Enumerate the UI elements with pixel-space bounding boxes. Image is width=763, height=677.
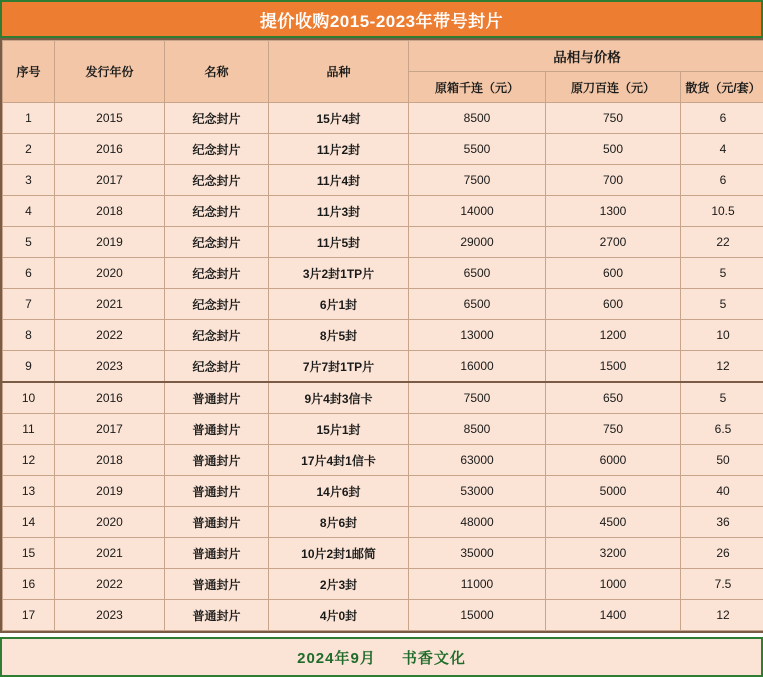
cell-kind: 15片4封	[269, 103, 409, 134]
cell-year: 2022	[55, 569, 165, 600]
cell-name: 普通封片	[165, 476, 269, 507]
cell-index: 2	[3, 134, 55, 165]
cell-index: 3	[3, 165, 55, 196]
cell-index: 5	[3, 227, 55, 258]
cell-year: 2016	[55, 134, 165, 165]
table-row	[3, 382, 763, 414]
cell-index: 8	[3, 320, 55, 351]
cell-year: 2023	[55, 351, 165, 383]
cell-year: 2021	[55, 289, 165, 320]
cell-index: 7	[3, 289, 55, 320]
cell-name: 纪念封片	[165, 103, 269, 134]
header-name: 名称	[165, 41, 269, 103]
cell-index: 9	[3, 351, 55, 383]
table-row	[3, 165, 763, 196]
cell-kind: 4片0封	[269, 600, 409, 631]
cell-kind: 10片2封1邮简	[269, 538, 409, 569]
cell-index: 15	[3, 538, 55, 569]
cell-year: 2016	[55, 382, 165, 414]
cell-index: 13	[3, 476, 55, 507]
cell-kind: 11片4封	[269, 165, 409, 196]
table-row	[3, 600, 763, 631]
cell-kind: 11片5封	[269, 227, 409, 258]
cell-knife-price: 4500	[546, 507, 681, 538]
cell-bulk-price: 5	[681, 382, 763, 414]
cell-knife-price: 700	[546, 165, 681, 196]
table-row	[3, 538, 763, 569]
cell-kind: 9片4封3信卡	[269, 382, 409, 414]
cell-knife-price: 2700	[546, 227, 681, 258]
cell-knife-price: 1000	[546, 569, 681, 600]
cell-index: 16	[3, 569, 55, 600]
cell-year: 2019	[55, 227, 165, 258]
table-body	[3, 103, 763, 631]
table-row	[3, 289, 763, 320]
cell-bulk-price: 10	[681, 320, 763, 351]
cell-name: 纪念封片	[165, 165, 269, 196]
table-row	[3, 351, 763, 383]
cell-box-price: 5500	[409, 134, 546, 165]
cell-box-price: 29000	[409, 227, 546, 258]
cell-name: 纪念封片	[165, 196, 269, 227]
cell-name: 普通封片	[165, 600, 269, 631]
document-title-bar	[0, 0, 763, 38]
cell-bulk-price: 12	[681, 351, 763, 383]
cell-name: 纪念封片	[165, 351, 269, 383]
cell-name: 纪念封片	[165, 320, 269, 351]
cell-box-price: 8500	[409, 414, 546, 445]
table-row	[3, 258, 763, 289]
cell-name: 普通封片	[165, 507, 269, 538]
cell-box-price: 16000	[409, 351, 546, 383]
document-footer-bar	[0, 637, 763, 677]
cell-kind: 8片5封	[269, 320, 409, 351]
cell-year: 2022	[55, 320, 165, 351]
cell-name: 纪念封片	[165, 134, 269, 165]
cell-kind: 3片2封1TP片	[269, 258, 409, 289]
cell-bulk-price: 40	[681, 476, 763, 507]
table-row	[3, 414, 763, 445]
price-table-wrapper	[0, 38, 763, 633]
cell-name: 纪念封片	[165, 289, 269, 320]
page-title: 提价收购2015-2023年带号封片	[260, 7, 503, 32]
cell-kind: 11片2封	[269, 134, 409, 165]
cell-box-price: 8500	[409, 103, 546, 134]
cell-box-price: 11000	[409, 569, 546, 600]
cell-box-price: 7500	[409, 165, 546, 196]
header-index: 序号	[3, 41, 55, 103]
table-row	[3, 227, 763, 258]
cell-bulk-price: 4	[681, 134, 763, 165]
cell-knife-price: 1500	[546, 351, 681, 383]
cell-knife-price: 1200	[546, 320, 681, 351]
cell-name: 普通封片	[165, 538, 269, 569]
header-knife-price: 原刀百连（元）	[546, 72, 681, 103]
cell-bulk-price: 22	[681, 227, 763, 258]
cell-knife-price: 6000	[546, 445, 681, 476]
cell-name: 普通封片	[165, 569, 269, 600]
cell-index: 14	[3, 507, 55, 538]
cell-bulk-price: 26	[681, 538, 763, 569]
cell-year: 2020	[55, 507, 165, 538]
cell-year: 2023	[55, 600, 165, 631]
cell-bulk-price: 6	[681, 165, 763, 196]
cell-box-price: 53000	[409, 476, 546, 507]
table-row	[3, 476, 763, 507]
cell-year: 2021	[55, 538, 165, 569]
table-row	[3, 103, 763, 134]
cell-knife-price: 650	[546, 382, 681, 414]
cell-knife-price: 600	[546, 289, 681, 320]
cell-box-price: 63000	[409, 445, 546, 476]
cell-index: 17	[3, 600, 55, 631]
cell-knife-price: 500	[546, 134, 681, 165]
header-year: 发行年份	[55, 41, 165, 103]
header-box-price: 原箱千连（元）	[409, 72, 546, 103]
table-row	[3, 445, 763, 476]
cell-year: 2015	[55, 103, 165, 134]
cell-knife-price: 750	[546, 414, 681, 445]
cell-name: 普通封片	[165, 414, 269, 445]
cell-year: 2019	[55, 476, 165, 507]
cell-knife-price: 1300	[546, 196, 681, 227]
cell-box-price: 15000	[409, 600, 546, 631]
header-group-price: 品相与价格	[409, 41, 763, 72]
price-table	[2, 40, 763, 631]
cell-kind: 8片6封	[269, 507, 409, 538]
cell-name: 纪念封片	[165, 258, 269, 289]
cell-box-price: 14000	[409, 196, 546, 227]
table-row	[3, 320, 763, 351]
cell-index: 6	[3, 258, 55, 289]
cell-box-price: 35000	[409, 538, 546, 569]
cell-kind: 17片4封1信卡	[269, 445, 409, 476]
cell-box-price: 13000	[409, 320, 546, 351]
table-row	[3, 569, 763, 600]
table-header	[3, 41, 763, 103]
footer-organization: 书香文化	[402, 647, 466, 668]
cell-bulk-price: 50	[681, 445, 763, 476]
cell-index: 10	[3, 382, 55, 414]
cell-bulk-price: 6.5	[681, 414, 763, 445]
cell-bulk-price: 36	[681, 507, 763, 538]
cell-bulk-price: 6	[681, 103, 763, 134]
cell-knife-price: 5000	[546, 476, 681, 507]
table-row	[3, 196, 763, 227]
cell-year: 2018	[55, 445, 165, 476]
table-row	[3, 507, 763, 538]
cell-knife-price: 3200	[546, 538, 681, 569]
cell-bulk-price: 5	[681, 258, 763, 289]
cell-knife-price: 1400	[546, 600, 681, 631]
cell-kind: 2片3封	[269, 569, 409, 600]
cell-kind: 14片6封	[269, 476, 409, 507]
cell-kind: 6片1封	[269, 289, 409, 320]
cell-year: 2018	[55, 196, 165, 227]
cell-index: 11	[3, 414, 55, 445]
cell-index: 4	[3, 196, 55, 227]
cell-box-price: 7500	[409, 382, 546, 414]
cell-box-price: 48000	[409, 507, 546, 538]
footer-date: 2024年9月	[297, 647, 376, 668]
cell-index: 12	[3, 445, 55, 476]
header-kind: 品种	[269, 41, 409, 103]
cell-name: 普通封片	[165, 382, 269, 414]
cell-box-price: 6500	[409, 289, 546, 320]
cell-name: 纪念封片	[165, 227, 269, 258]
header-bulk-price: 散货（元/套）	[681, 72, 763, 103]
cell-knife-price: 600	[546, 258, 681, 289]
cell-kind: 7片7封1TP片	[269, 351, 409, 383]
cell-kind: 15片1封	[269, 414, 409, 445]
cell-index: 1	[3, 103, 55, 134]
cell-year: 2020	[55, 258, 165, 289]
cell-bulk-price: 5	[681, 289, 763, 320]
cell-box-price: 6500	[409, 258, 546, 289]
cell-bulk-price: 12	[681, 600, 763, 631]
cell-year: 2017	[55, 414, 165, 445]
table-row	[3, 134, 763, 165]
cell-bulk-price: 7.5	[681, 569, 763, 600]
cell-year: 2017	[55, 165, 165, 196]
cell-bulk-price: 10.5	[681, 196, 763, 227]
cell-name: 普通封片	[165, 445, 269, 476]
table-header-row-1	[3, 41, 763, 72]
cell-kind: 11片3封	[269, 196, 409, 227]
cell-knife-price: 750	[546, 103, 681, 134]
